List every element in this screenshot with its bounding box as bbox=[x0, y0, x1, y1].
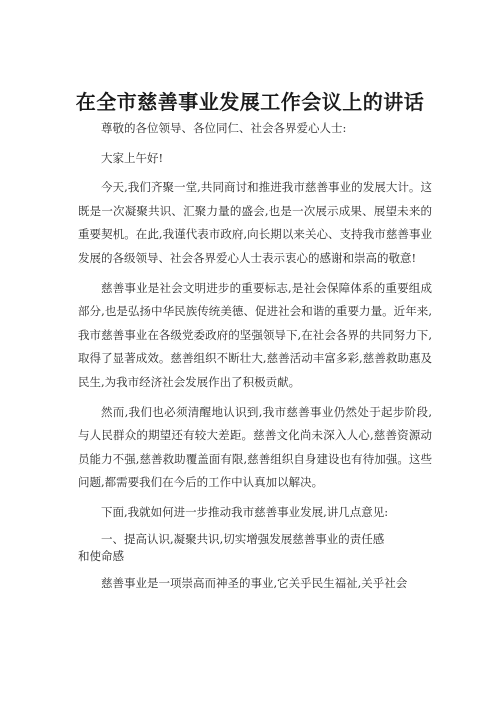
section-heading-1-line1: 一、提高认识,凝聚共识,切实增强发展慈善事业的责任感 bbox=[101, 531, 385, 546]
paragraph-transition: 下面,我就如何进一步推动我市慈善事业发展,讲几点意见: bbox=[101, 504, 389, 519]
paragraph-opening: 今天,我们齐聚一堂,共同商讨和推进我市慈善事业的发展大计。这既是一次凝聚共识、汇聚力量的盛会,也是一次展示成果、展望未来的重要契机。在此,我谨代表市政府,向长期以来关心、支持我市慈善事业发展的各级领导、社会各界爱心人士表示衷心的感谢和崇高的敬意! bbox=[78, 180, 432, 265]
greeting: 大家上午好! bbox=[101, 150, 164, 165]
salutation: 尊敬的各位领导、各位同仁、社会各界爱心人士: bbox=[101, 121, 347, 135]
section-heading-1-line2: 和使命感 bbox=[78, 548, 124, 563]
paragraph-section-1: 慈善事业是一项崇高而神圣的事业,它关乎民生福祉,关乎社会 bbox=[101, 575, 408, 590]
document-title: 在全市慈善事业发展工作会议上的讲话 bbox=[75, 90, 425, 114]
document-body bbox=[78, 117, 432, 601]
paragraph-significance: 慈善事业是社会文明进步的重要标志,是社会保障体系的重要组成部分,也是弘扬中华民族传统美德、促进社会和谐的重要力量。近年来,我市慈善事业在各级党委政府的坚强领导下,在社会各界的共同努力下,取得了显著成效。慈善组织不断壮大,慈善活动丰富多彩,慈善救助惠及民生,为我市经济社会发展作出了积极贡献。 bbox=[78, 280, 432, 389]
section-heading-1 bbox=[78, 531, 432, 565]
paragraph-problems: 然而,我们也必须清醒地认识到,我市慈善事业仍然处于起步阶段,与人民群众的期望还有较大差距。慈善文化尚未深入人心,慈善资源动员能力不强,慈善救助覆盖面有限,慈善组织自身建设也有待加强。这些问题,都需要我们在今后的工作中认真加以解决。 bbox=[78, 404, 432, 490]
